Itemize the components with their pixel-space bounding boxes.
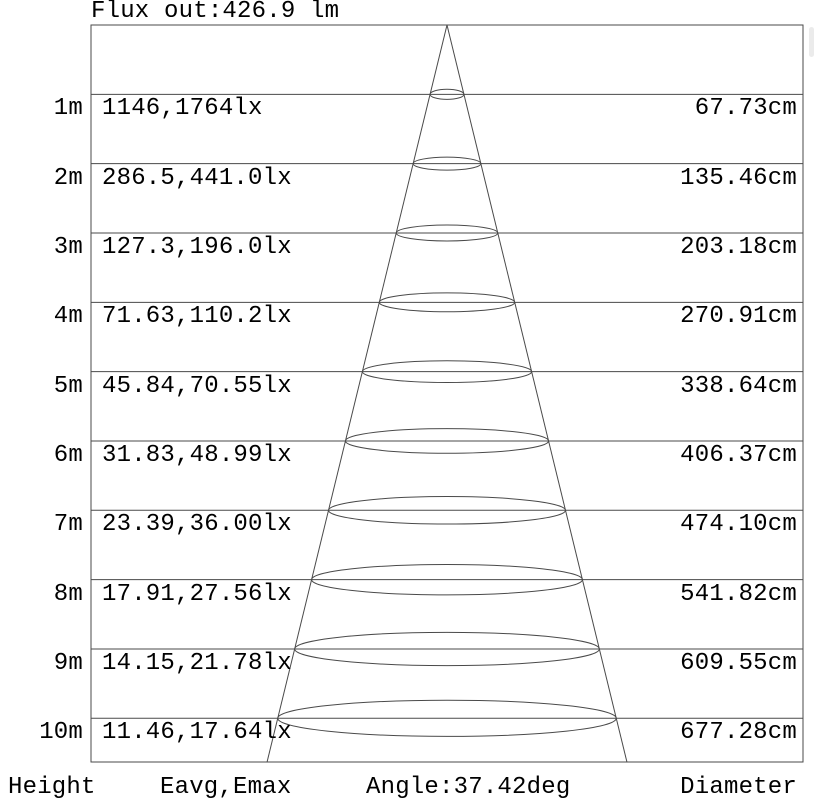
footer-diameter-label: Diameter bbox=[680, 774, 797, 800]
row-eavg-emax-value: 45.84,70.55lx bbox=[102, 372, 292, 400]
footer-eavg-emax-label: Eavg,Emax bbox=[160, 774, 292, 800]
row-height-label: 6m bbox=[53, 441, 83, 469]
row-eavg-emax-value: 286.5,441.0lx bbox=[102, 164, 292, 192]
row-height-label: 1m bbox=[53, 95, 83, 123]
row-eavg-emax-value: 71.63,110.2lx bbox=[102, 303, 292, 331]
flux-out-label: Flux out:426.9 lm bbox=[91, 0, 340, 25]
row-height-label: 3m bbox=[53, 233, 83, 261]
row-diameter-value: 474.10cm bbox=[680, 511, 797, 539]
row-eavg-emax-value: 31.83,48.99lx bbox=[102, 441, 292, 469]
row-height-label: 9m bbox=[53, 649, 83, 677]
row-eavg-emax-value: 23.39,36.00lx bbox=[102, 511, 292, 539]
row-diameter-value: 677.28cm bbox=[680, 719, 797, 747]
row-height-label: 5m bbox=[53, 372, 83, 400]
row-height-label: 2m bbox=[53, 164, 83, 192]
row-diameter-value: 270.91cm bbox=[680, 303, 797, 331]
cone-edge-left bbox=[267, 25, 447, 762]
row-diameter-value: 338.64cm bbox=[680, 372, 797, 400]
row-height-label: 10m bbox=[39, 719, 83, 747]
row-eavg-emax-value: 17.91,27.56lx bbox=[102, 580, 292, 608]
footer-height-label: Height bbox=[8, 774, 96, 800]
row-eavg-emax-value: 1146,1764lx bbox=[102, 95, 263, 123]
footer-angle-label: Angle:37.42deg bbox=[366, 774, 571, 800]
row-diameter-value: 406.37cm bbox=[680, 441, 797, 469]
row-eavg-emax-value: 14.15,21.78lx bbox=[102, 649, 292, 677]
row-eavg-emax-value: 127.3,196.0lx bbox=[102, 233, 292, 261]
scrollbar-thumb[interactable] bbox=[809, 27, 814, 57]
row-diameter-value: 135.46cm bbox=[680, 164, 797, 192]
row-diameter-value: 203.18cm bbox=[680, 233, 797, 261]
row-height-label: 8m bbox=[53, 580, 83, 608]
row-eavg-emax-value: 11.46,17.64lx bbox=[102, 719, 292, 747]
row-diameter-value: 541.82cm bbox=[680, 580, 797, 608]
row-height-label: 7m bbox=[53, 511, 83, 539]
row-diameter-value: 609.55cm bbox=[680, 649, 797, 677]
row-height-label: 4m bbox=[53, 303, 83, 331]
cone-edge-right bbox=[447, 25, 627, 762]
row-diameter-value: 67.73cm bbox=[694, 95, 797, 123]
